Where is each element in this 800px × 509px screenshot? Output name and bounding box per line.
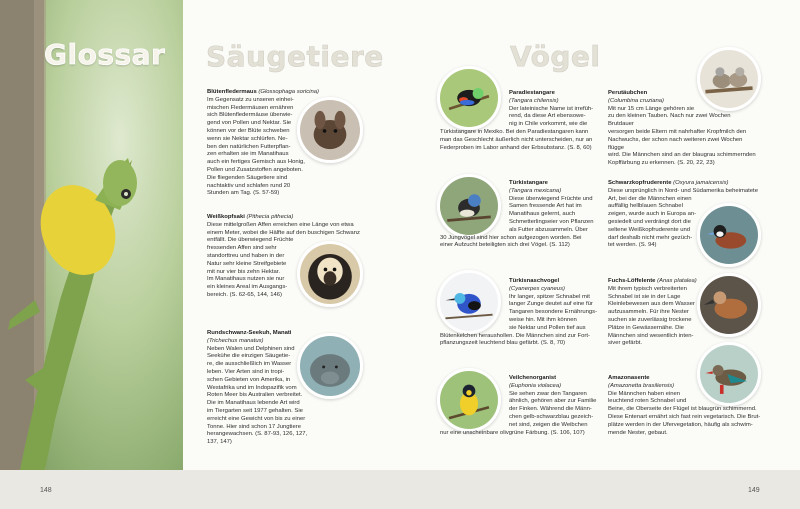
entry-sci-name: (Cyanerpes cyaneus) bbox=[509, 285, 565, 292]
text-line: langer Zunge deutet auf eine für bbox=[509, 301, 593, 308]
text-line: mende Nester, gebaut. bbox=[608, 429, 668, 436]
page-footer bbox=[0, 470, 800, 509]
text-line: Tangaren besondere Ernährungs- bbox=[509, 309, 598, 316]
text-line: standorttreu und haben in der bbox=[207, 252, 285, 259]
entry-tuerkistangare bbox=[440, 180, 610, 250]
text-line: Die Männchen haben einen bbox=[608, 390, 681, 397]
text-line: einem Meter, wobei die Hälfte auf den buschigen Schwanz bbox=[207, 229, 360, 236]
entry-sci-name: (Anas platalea) bbox=[657, 278, 697, 284]
text-line: Türkistangare in Mexiko. Bei den Paradiestangaren kann bbox=[440, 128, 589, 135]
text-line: können vor der Blüte schweben bbox=[207, 127, 290, 134]
text-line: rend, da diese Art ebensowe- bbox=[509, 113, 586, 120]
text-line: herangewachsen. (S. 87-93, 126, 127, bbox=[207, 431, 308, 438]
text-line: zeigen, wurde auch in Europa an- bbox=[608, 211, 697, 218]
text-line: Schmetterlingseier von Pflanzen bbox=[509, 218, 594, 225]
entry-title: Türkisnaschvogel bbox=[509, 278, 560, 284]
text-line: Westafrika und im Indopazifik vom bbox=[207, 384, 297, 391]
text-line: Ihr langer, spitzer Schnabel mit bbox=[509, 293, 590, 300]
section-title-voegel: Vögel bbox=[510, 40, 601, 73]
entry-title: Perutäubchen bbox=[608, 90, 648, 96]
text-line: Manatihaus gelernt, auch bbox=[509, 211, 576, 218]
text-line: auffällig hellblauen Schnabel bbox=[608, 203, 683, 210]
text-line: Männchen sind wesentlich inten- bbox=[608, 332, 694, 339]
text-line: einer Aufzucht beteiligten sich drei Vögel. (S. 112) bbox=[440, 242, 570, 249]
text-line: wenn sie Nektar schlürfen. Ne- bbox=[207, 135, 288, 142]
text-line: sie Nektar und Pollen tief aus bbox=[509, 324, 586, 331]
text-line: 137, 147) bbox=[207, 439, 232, 446]
text-line: Kopffärbung zu erkennen. (S. 20, 22, 23) bbox=[608, 160, 715, 167]
text-line: sich Blütenfledermäuse überwie- bbox=[207, 112, 293, 119]
text-line: ein kleines Areal im Ausgangs- bbox=[207, 284, 288, 291]
text-line: chen gelb-schwarzblau gezeich- bbox=[509, 413, 594, 420]
brazilian-teal-photo bbox=[697, 342, 761, 406]
text-line: gesiedelt und verdrängt dort die bbox=[608, 218, 691, 225]
text-line: Diese mittelgroßen Affen erreichen eine Länge von etwa bbox=[207, 221, 354, 228]
text-line: Neben Walen und Delphinen sind bbox=[207, 345, 295, 352]
text-line: Die im Manatihaus lebende Art wird bbox=[207, 400, 300, 407]
text-line: Federproben im Labor anhand der Erbsubstanz. (S. 8, 60) bbox=[440, 144, 592, 151]
text-line: als Futter abzusammeln. Über bbox=[509, 226, 588, 233]
entry-veilchenorganist bbox=[440, 375, 610, 437]
entry-sci-name: (Tangara mexicana) bbox=[509, 187, 562, 194]
text-line: der Finken. Während die Männ- bbox=[509, 406, 592, 413]
text-line: Nachwuchs, der schon nach weiteren zwei Wochen flügge bbox=[608, 136, 743, 151]
text-line: Samen fressende Art hat im bbox=[509, 203, 582, 210]
text-line: gend von Pollen und Nektar. Sie bbox=[207, 120, 292, 127]
text-line: Tonne. Hier sind schon 17 Jungtiere bbox=[207, 423, 301, 430]
entry-title: Schwarzkopfruderente bbox=[608, 180, 672, 186]
text-line: fressenden Affen sind sehr bbox=[207, 245, 277, 252]
text-line: Mit nur 15 cm Länge gehören sie bbox=[608, 105, 695, 112]
text-line: Blütenkelchen heraushollen. Die Männchen sind zur Fort- bbox=[440, 332, 590, 339]
text-line: ähnlich, gehören aber zur Familie bbox=[509, 398, 597, 405]
entry-sci-name: (Tangara chilensis) bbox=[509, 97, 559, 104]
text-line: Im Gegensatz zu unseren einhei- bbox=[207, 96, 294, 103]
text-line: darf deshalb nicht mehr gezüch- bbox=[608, 234, 693, 241]
text-line: nur eine unscheinbare olivgrüne Färbung. (S. 106, 107) bbox=[440, 429, 585, 436]
entry-paradiestangare bbox=[440, 90, 610, 152]
bat-photo bbox=[297, 97, 363, 163]
text-line: aufzusammeln. Für ihre Nester bbox=[608, 309, 689, 316]
entry-sci-name: (Glossophaga soricina) bbox=[258, 89, 319, 95]
text-line: Der lateinische Name ist irrefüh- bbox=[509, 105, 594, 112]
text-line: Natur sehr kleine Streifgebiete bbox=[207, 260, 287, 267]
text-line: entfällt. Die überwiegend Früchte bbox=[207, 237, 294, 244]
red-shoveler-photo bbox=[697, 273, 761, 337]
text-line: bereich. (S. 62-65, 144, 146) bbox=[207, 291, 282, 298]
text-line: zen erhalten sie im Manatihaus bbox=[207, 151, 289, 158]
text-line: Kleinlebewesen aus dem Wasser bbox=[608, 301, 695, 308]
text-line: Diese ursprünglich in Nord- und Südamerika beheimatete bbox=[608, 187, 758, 194]
text-line: Schnabel ist sie in der Lage bbox=[608, 293, 681, 300]
manatee-photo bbox=[297, 333, 363, 399]
text-line: schen Gebieten von Amerika, in bbox=[207, 376, 291, 383]
text-line: Die fliegenden Säugetiere sind bbox=[207, 174, 288, 181]
text-line: 30 Jungvögel sind hier schon aufgezogen worden. Bei bbox=[440, 234, 582, 241]
entry-sci-name: (Euphonia violacea) bbox=[509, 382, 562, 389]
entry-sci-name: (Amazonetta brasiliensis) bbox=[608, 382, 675, 389]
saki-monkey-photo bbox=[297, 241, 363, 307]
text-line: Art, bei der die Männchen einen bbox=[608, 195, 692, 202]
text-line: mischen Fledermäusen ernähren bbox=[207, 104, 294, 111]
text-line: siver gefärbt. bbox=[608, 340, 643, 347]
text-line: Mit ihrem typisch verbreiterten bbox=[608, 285, 687, 292]
text-line: nig in Chile vorkommt, wie die bbox=[509, 121, 588, 128]
entry-title: Fuchs-Löffelente bbox=[608, 278, 656, 284]
text-line: seltene Weißkopfruderente und bbox=[608, 226, 691, 233]
text-line: plätze werden in der Ufervegetation, häufig als schwim- bbox=[608, 421, 753, 428]
text-line: man das Geschlecht äußerlich nicht unterscheiden, nur an bbox=[440, 136, 593, 143]
text-line: mit nur vier bis zehn Hektar. bbox=[207, 268, 281, 275]
ruddy-duck-photo bbox=[697, 203, 761, 267]
text-line: Seekühe die einzigen Säugetie- bbox=[207, 353, 291, 360]
text-line: ben den natürlichen Futterpflan- bbox=[207, 143, 291, 150]
text-line: leben. Vier Arten sind in tropi- bbox=[207, 368, 285, 375]
text-line: leuchtend roten Schnabel und bbox=[608, 398, 687, 405]
text-line: wird. Die Männchen sind an der blaugrau schimmernden bbox=[608, 152, 756, 159]
text-line: erreicht eine Gewicht von bis zu einer bbox=[207, 415, 306, 422]
text-line: nachtaktiv und schlafen rund 20 bbox=[207, 182, 291, 189]
text-line: pflanzungszeit leuchtend blau gefärbt. (S. 8, 70) bbox=[440, 340, 566, 347]
entry-title: Blütenfledermaus bbox=[207, 89, 257, 95]
entry-title: Paradiestangare bbox=[509, 90, 555, 96]
text-line: zu den kleinen Tauben. Nach nur zwei Wochen Brutdauer bbox=[608, 113, 731, 128]
section-title-saeugetiere: Säugetiere bbox=[206, 40, 384, 73]
text-line: Roten Meer bis Australien verbreitet. bbox=[207, 392, 303, 399]
page-title-glossar: Glossar bbox=[44, 38, 166, 71]
entry-title: Veilchenorganist bbox=[509, 375, 557, 381]
text-line: versorgen beide Eltern mit nahrhafter Kropfmilch den bbox=[608, 128, 747, 135]
text-line: Pollen und Zusatzstoffen angeboten. bbox=[207, 166, 303, 173]
entry-sci-name: (Oxyura jamaicensis) bbox=[673, 180, 729, 186]
text-line: auch ein fertiges Gemisch aus Honig, bbox=[207, 159, 305, 166]
text-line: tet werden. (S. 94) bbox=[608, 242, 657, 249]
entry-title: Weißkopfsaki bbox=[207, 214, 245, 220]
text-line: re, die ausschließlich im Wasser bbox=[207, 361, 292, 368]
text-line: im Tiergarten seit 1977 gehalten. Sie bbox=[207, 407, 303, 414]
text-line: Stunden am Tag. (S. 57-59) bbox=[207, 190, 280, 197]
entry-sci-name: (Pithecia pithecia) bbox=[246, 214, 294, 220]
text-line: Plätze in Gewässernähe. Die bbox=[608, 324, 684, 331]
text-line: Im Manatihaus nutzen sie nur bbox=[207, 276, 285, 283]
entry-sci-name: (Columbina cruziana) bbox=[608, 97, 664, 104]
entry-title: Rundschwanz-Seekuh, Manati bbox=[207, 330, 292, 336]
text-line: Diese Entenart ernährt sich fast rein vegetarisch. Die Brut- bbox=[608, 413, 761, 420]
page-number-left: 148 bbox=[40, 487, 52, 494]
text-line: suchen sie zuverlässig trockene bbox=[608, 316, 692, 323]
entry-title: Amazonasente bbox=[608, 375, 650, 381]
page-number-right: 149 bbox=[748, 487, 760, 494]
text-line: net sind, zeigen die Weibchen bbox=[509, 421, 588, 428]
entry-title: Türkistangare bbox=[509, 180, 548, 186]
entry-perutaeubchen bbox=[608, 90, 758, 168]
entry-tuerkisnaschvogel bbox=[440, 278, 610, 348]
text-line: weise hin. Mit ihm können bbox=[509, 316, 577, 323]
text-line: Sie sehen zwar den Tangaren bbox=[509, 390, 587, 397]
entry-sci-name: (Trichechus manatus) bbox=[207, 337, 264, 344]
text-line: Diese überwiegend Früchte und bbox=[509, 195, 593, 202]
text-line: Beine, die Oberseite der Flügel ist blaugrün schimmernd. bbox=[608, 406, 757, 413]
